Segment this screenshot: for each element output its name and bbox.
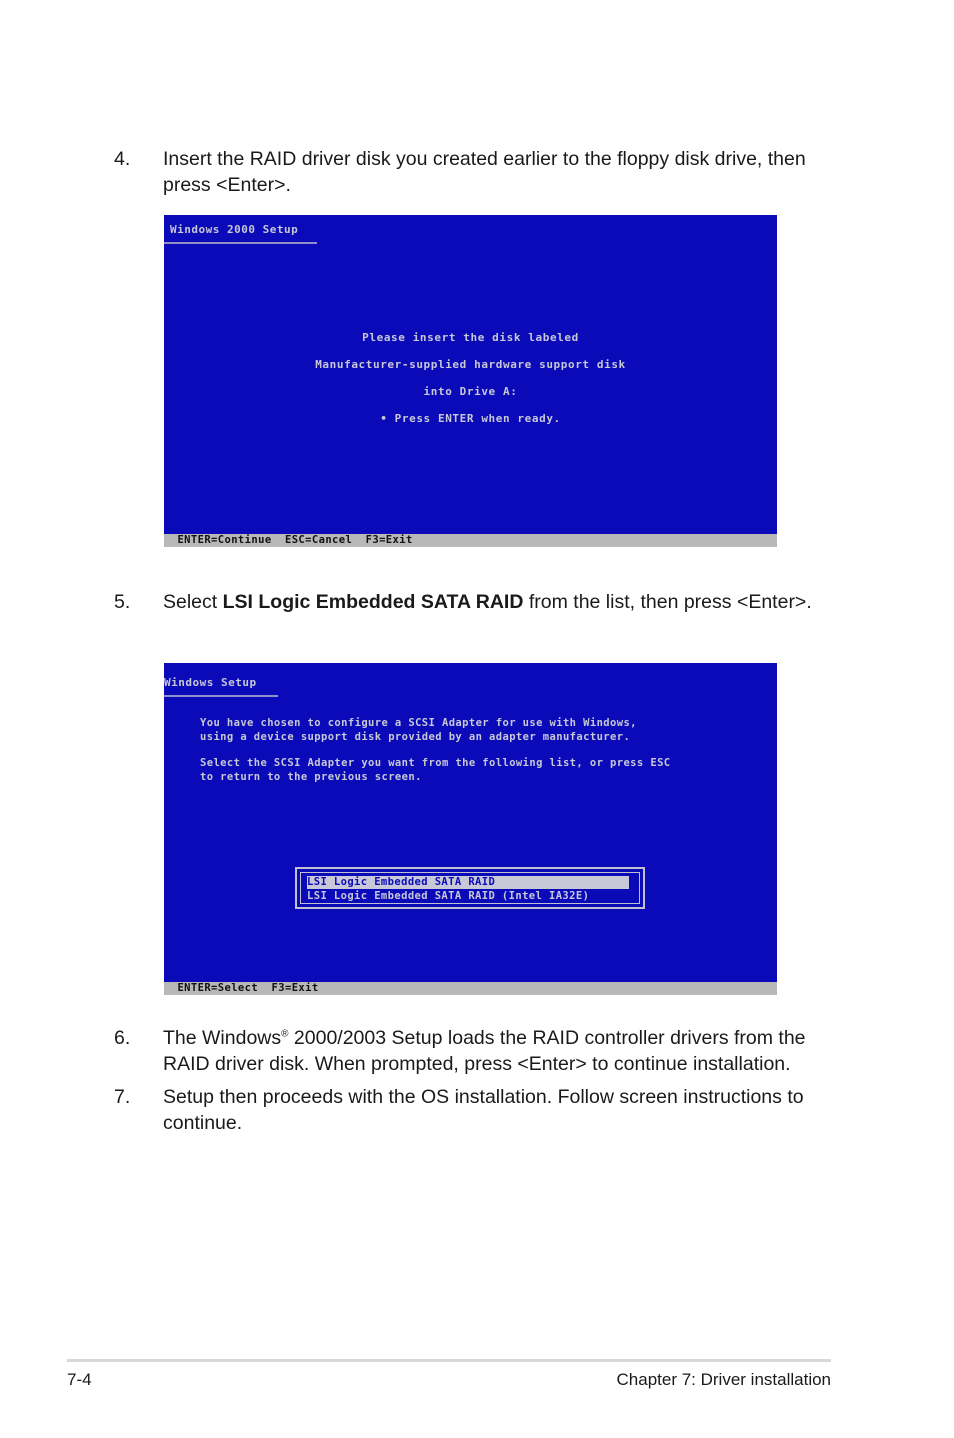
title-underline	[164, 242, 317, 244]
screenshot-disk-prompt	[164, 215, 777, 547]
prompt-line-3: into Drive A:	[423, 385, 518, 398]
list-item[interactable]: LSI Logic Embedded SATA RAID (Intel IA32E)	[307, 890, 590, 902]
registered-mark: ®	[281, 1028, 289, 1040]
status-bar: ENTER=Continue ESC=Cancel F3=Exit	[164, 534, 777, 547]
list-item-selected[interactable]: LSI Logic Embedded SATA RAID	[307, 876, 629, 889]
intro-paragraph: You have chosen to configure a SCSI Adapter for use with Windows, using a device support disk provided by an adapter manufacturer.	[200, 717, 637, 743]
prompt-line-1: Please insert the disk labeled	[362, 331, 579, 344]
step-text	[163, 589, 833, 615]
chapter-title: Chapter 7: Driver installation	[616, 1370, 831, 1389]
step-text-post: from the list, then press <Enter>.	[523, 591, 812, 613]
screenshot-adapter-select	[164, 663, 777, 995]
step-number: 5.	[114, 591, 131, 613]
screen-title: Windows Setup	[164, 676, 257, 689]
step-text	[163, 1025, 833, 1077]
step-text-post: 2000/2003 Setup loads the RAID controller drivers from the RAID driver disk. When prompted, press <Enter> to continue installation.	[163, 1027, 806, 1075]
footer-rule	[67, 1359, 831, 1362]
prompt-line-2: Manufacturer-supplied hardware support disk	[315, 358, 626, 371]
step-number: 4.	[114, 148, 131, 170]
driver-name: LSI Logic Embedded SATA RAID	[222, 591, 524, 613]
title-underline	[164, 695, 278, 697]
status-bar: ENTER=Select F3=Exit	[164, 982, 777, 995]
prompt-line-4: • Press ENTER when ready.	[380, 412, 561, 425]
step-text-pre: Select	[163, 591, 223, 613]
step-number: 7.	[114, 1086, 131, 1108]
step-text-pre: The Windows	[163, 1027, 282, 1049]
step-text: Insert the RAID driver disk you created earlier to the floppy disk drive, then press <Enter>.	[163, 148, 806, 196]
instruction-paragraph: Select the SCSI Adapter you want from the following list, or press ESC to return to the previous screen.	[200, 757, 671, 783]
screen-title: Windows 2000 Setup	[170, 223, 299, 236]
step-text: Setup then proceeds with the OS installation. Follow screen instructions to continue.	[163, 1086, 804, 1134]
page-number: 7-4	[67, 1370, 92, 1389]
step-number: 6.	[114, 1027, 131, 1049]
adapter-listbox	[295, 867, 645, 909]
